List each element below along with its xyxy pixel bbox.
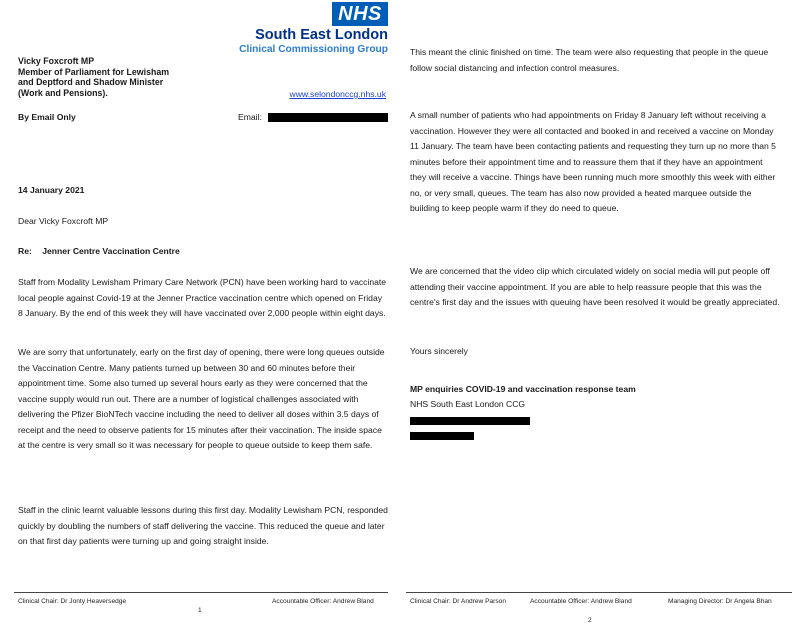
redacted-email (268, 113, 388, 122)
subject-text: Jenner Centre Vaccination Centre (42, 246, 180, 256)
paragraph: This meant the clinic finished on time. The team were also requesting that people in the queue follow social distancing and infection control measures. (410, 47, 769, 73)
footer-accountable-officer: Accountable Officer: Andrew Bland (272, 598, 374, 605)
recipient-block (18, 56, 169, 98)
email-label: Email: (238, 112, 262, 122)
redacted-contact (410, 432, 474, 440)
signature-org: NHS South East London CCG (410, 399, 526, 409)
recipient-line: Vicky Foxcroft MP (18, 56, 95, 66)
org-name: South East London (255, 27, 388, 43)
paragraph: We are concerned that the video clip which circulated widely on social media will put people off attending their vaccine appointment. If you are able to help reassure people that this was the centre's first day and the issues with queuing have been resolved it would be greatly appreciated. (410, 266, 780, 307)
footer-rule (406, 592, 792, 593)
paragraph: Staff in the clinic learnt valuable lessons during this first day. Modality Lewisham PCN, responded quickly by doubling the numbers of staff delivering the vaccine. This reduced the queue and later on that first day patients were turning up and going straight inside. (18, 505, 388, 546)
page-number: 1 (198, 607, 202, 614)
letter-page-2 (400, 0, 800, 636)
letter-date: 14 January 2021 (18, 185, 85, 195)
signature-team: MP enquiries COVID-19 and vaccination response team (410, 384, 636, 394)
recipient-line: Member of Parliament for Lewisham (18, 66, 170, 77)
footer-accountable-officer: Accountable Officer: Andrew Bland (530, 598, 632, 605)
paragraph: A small number of patients who had appointments on Friday 8 January left without receiving a vaccination. However they were all contacted and booked in and received a vaccine on Monday 11 January. The team have been contacting patients and requesting they turn up no more than 5 minutes before their appointment time and to reassure them that if they have an appointment they will receive a vaccine. Things have been running much more smoothly this week with either no, or very small, queues. The team has also now provided a heated marquee outside the building to keep people warm if they do need to queue. (410, 110, 776, 213)
recipient-line: (Work and Pensions). (18, 87, 108, 98)
footer-clinical-chair: Clinical Chair: Dr Jonty Heaversedge (18, 598, 127, 605)
subject-line (18, 244, 180, 260)
salutation: Dear Vicky Foxcroft MP (18, 216, 109, 226)
redacted-contact (410, 417, 530, 425)
footer-clinical-chair: Clinical Chair: Dr Andrew Parson (410, 598, 507, 605)
paragraph: Staff from Modality Lewisham Primary Care Network (PCN) have been working hard to vaccinate local people against Covid-19 at the Jenner Practice vaccination centre which opened on Friday 8 January. By the end of this week they will have vaccinated over 2,000 people within eight days. (18, 277, 387, 318)
nhs-logo: NHS (332, 2, 388, 26)
org-subtitle: Clinical Commissioning Group (239, 44, 388, 55)
subject-prefix: Re: (18, 246, 32, 256)
page-number: 2 (588, 617, 592, 624)
footer-rule (14, 592, 388, 593)
recipient-line: and Deptford and Shadow Minister (18, 77, 164, 88)
website-link[interactable]: www.selondonccg.nhs.uk (289, 89, 386, 99)
signoff: Yours sincerely (410, 346, 468, 356)
by-email-only: By Email Only (18, 112, 76, 122)
footer-managing-director: Managing Director: Dr Angela Bhan (668, 598, 772, 605)
email-field (238, 110, 388, 126)
paragraph: We are sorry that unfortunately, early on the first day of opening, there were long queues outside the Vaccination Centre. Many patients turned up between 30 and 60 minutes before their appointment time. Some also turned up several hours early as they were concerned that the vaccine supply would run out. There are a number of logistical challenges associated with delivering the Pfizer BioNTech vaccine including the need to deliver all doses within 3.5 days of receipt and the need to observe patients for 15 minutes after their vaccination. The inside space at the centre is very small so it was necessary for people to queue outside to keep them safe. (18, 347, 385, 450)
